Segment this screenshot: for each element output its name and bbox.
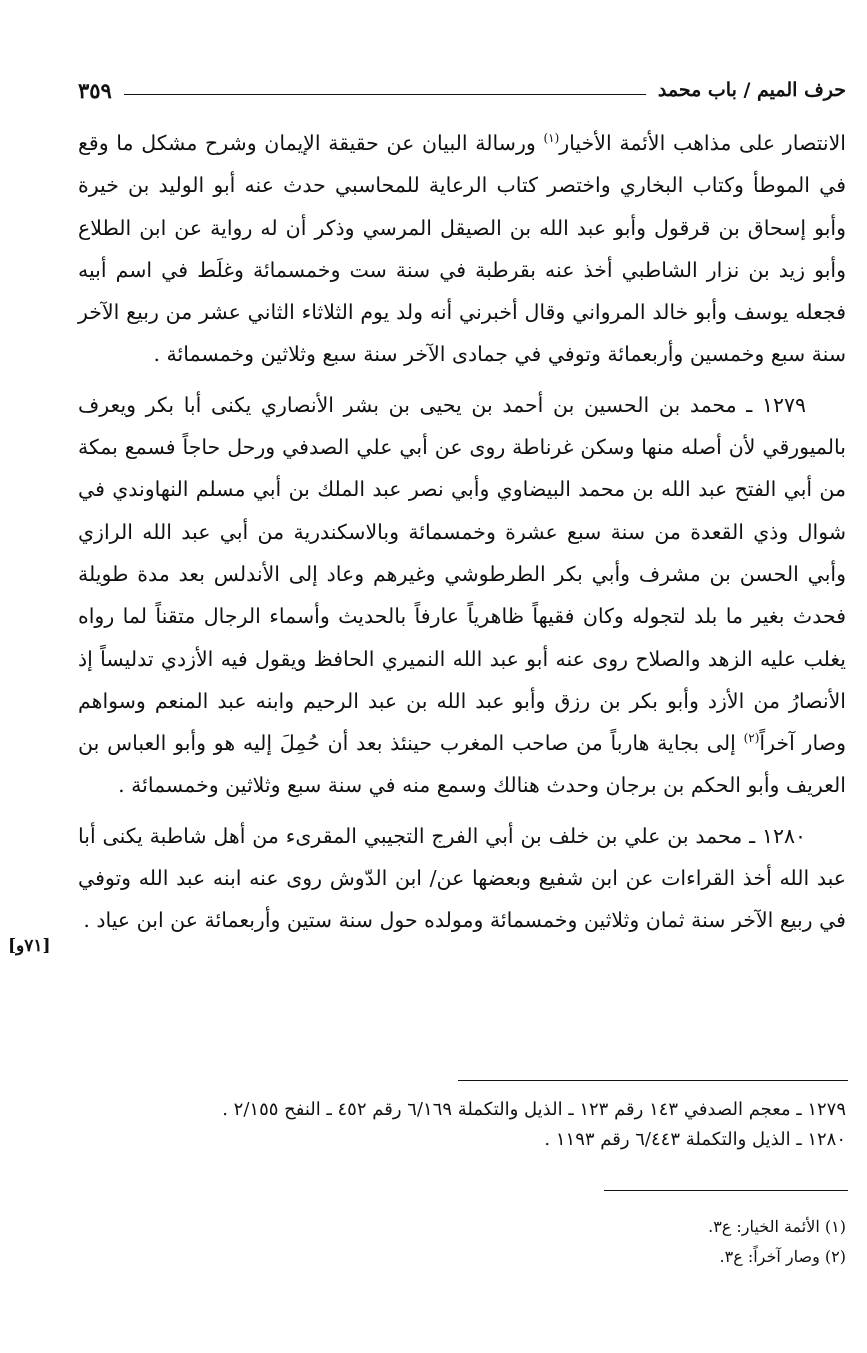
main-text (78, 122, 846, 942)
footnotes (500, 1212, 846, 1272)
entry-1280 (78, 815, 846, 942)
paragraph-text: ١٢٧٩ ـ محمد بن الحسين بن أحمد بن يحيى بن بشر الأنصاري يكنى أبا بكر ويعرف بالميورقي لأن أصله منها وسكن غرناطة روى عن أبي علي الصدفي ورحل حاجاً فسمع بمكة من أبي الفتح عبد الله بن محمد البيضاوي وأبي نصر عبد الملك بن أبي مسلم النهاوندي في شوال وذي القعدة من سنة سبع عشرة وخمسمائة وبالاسكندرية من أبي عبد الله الرازي وأبي الحسن بن مشرف وأبي بكر الطرطوشي وغيرهم وعاد إلى الأندلس بعد مدة طويلة فحدث بغير ما بلد لتجوله وكان فقيهاً ظاهرياً عارفاً بالحديث وأسماء الرجال متقناً لما رواه يغلب عليه الزهد والصلاح روى عنه أبو عبد الله النميري الحافظ ويقول فيه الأزدي تدليساً إذ الأنصارُ من الأزد وأبو بكر بن رزق وأبو عبد الله بن عبد الرحيم وابنه عبد المنعم وسواهم وصار آخراً (78, 392, 847, 756)
page-number: ٣٥٩ (78, 77, 112, 103)
references (120, 1095, 846, 1155)
paragraph-text: إلى بجاية هارباً من صاحب المغرب حينئذ بعد أن حُمِلَ إليه هو وأبو العباس بن العريف وأبو الحكم بن برجان وحدث هنالك وسمع منه في سنة سبع وثلاثين وخمسمائة . (78, 731, 846, 798)
header-rule (124, 94, 646, 95)
reference-line: ١٢٧٩ ـ معجم الصدفي ١٤٣ رقم ١٢٣ ـ الذيل والتكملة ٦/١٦٩ رقم ٤٥٢ ـ النفح ٢/١٥٥ . (222, 1099, 846, 1120)
footnote: (١) الأئمة الخيار: ع٣. (708, 1217, 846, 1236)
paragraph-text: الانتصار على مذاهب الأئمة الأخيار (559, 131, 846, 155)
footnotes-rule (604, 1190, 848, 1191)
references-rule (458, 1080, 848, 1081)
paragraph-continued (78, 122, 846, 376)
chapter-title: حرف الميم / باب محمد (657, 79, 846, 101)
reference-line: ١٢٨٠ ـ الذيل والتكملة ٦/٤٤٣ رقم ١١٩٣ . (544, 1129, 846, 1150)
running-header (78, 72, 846, 108)
footnote-marker: (١) (543, 131, 560, 146)
footnote-marker: (٢) (743, 731, 760, 746)
paragraph-text: ورسالة البيان عن حقيقة الإيمان وشرح مشكل ما وقع في الموطأ وكتاب البخاري واختصر كتاب الرعاية للمحاسبي حدث عنه أبو الوليد بن خيرة وأبو إسحاق بن قرقول وأبو عبد الله بن الصيقل المرسي وذكر أن له رواية عن ابن الطلاع وأبو زيد بن نزار الشاطبي أخذ عنه بقرطبة في سنة ست وخمسمائة وغلَط في اسم أبيه فجعله يوسف وأبو خالد المرواني وقال أخبرني أنه ولد يوم الثلاثاء الثاني عشر من ربيع الآخر سنة سبع وخمسين وأربعمائة وتوفي في جمادى الآخر سنة سبع وثلاثين وخمسمائة . (78, 131, 846, 367)
manuscript-folio-marker: [٧١و] (8, 936, 51, 956)
footnote: (٢) وصار آخراً: ع٣. (719, 1247, 846, 1266)
entry-1279 (78, 384, 846, 807)
paragraph-text: ١٢٨٠ ـ محمد بن علي بن خلف بن أبي الفرج التجيبي المقرىء من أهل شاطبة يكنى أبا عبد الله أخذ القراءات عن ابن شفيع وبعضها عن/ ابن الدّوش روى عنه ابنه عبد الله وتوفي في ربيع الآخر سنة ثمان وثلاثين وخمسمائة ومولده حول سنة ستين وأربعمائة عن ابن عياد . (78, 823, 846, 933)
